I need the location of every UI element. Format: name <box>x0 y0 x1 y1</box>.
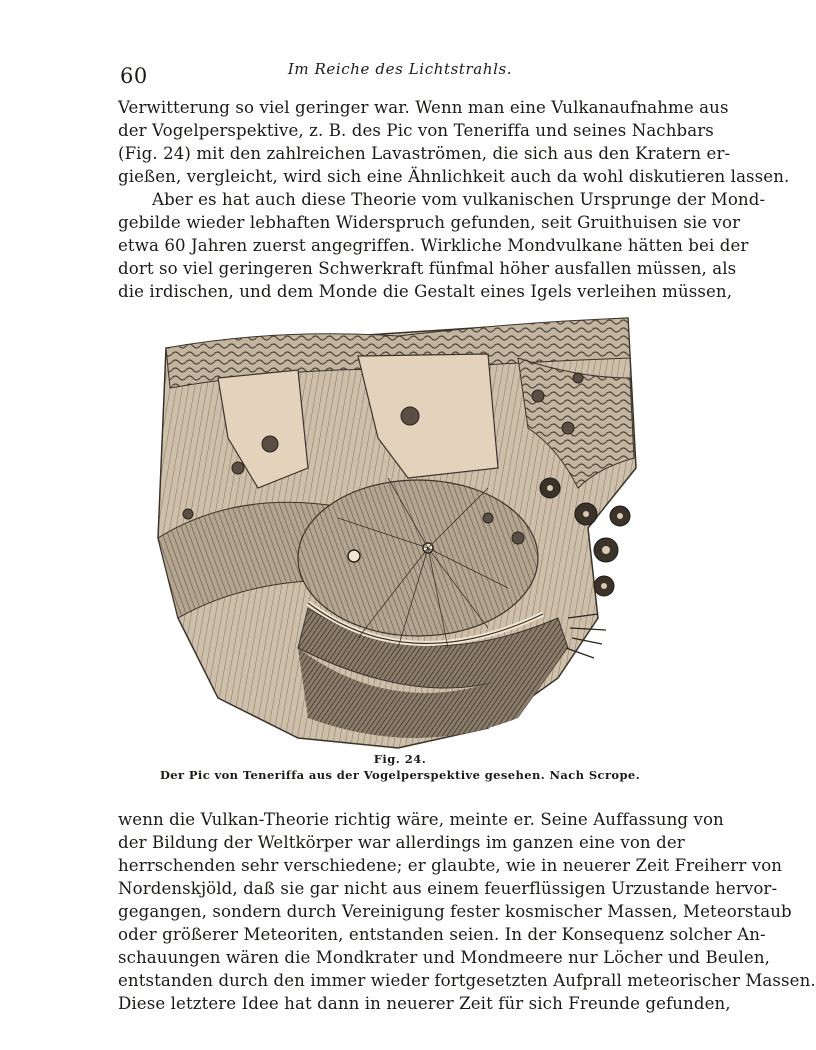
page-number: 60 <box>120 64 148 88</box>
text-line: entstanden durch den immer wieder fortgesetzten Aufprall meteorischer Massen. <box>118 971 816 990</box>
running-title: Im Reiche des Lichtstrahls. <box>287 60 513 78</box>
text-line: dort so viel geringeren Schwerkraft fünfmal höher ausfallen müssen, als <box>118 259 737 278</box>
text-line: etwa 60 Jahren zuerst angegriffen. Wirkliche Mondvulkane hätten bei der <box>118 236 749 255</box>
text-line: Nordenskjöld, daß sie gar nicht aus einem feuerflüssigen Urzustande hervor- <box>118 879 778 898</box>
text-line: gebilde wieder lebhaften Widerspruch gefunden, seit Gruithuisen sie vor <box>118 213 741 232</box>
text-line: gegangen, sondern durch Vereinigung fester kosmischer Massen, Meteorstaub <box>118 902 792 921</box>
text-line: herrschenden sehr verschiedene; er glaubte, wie in neuerer Zeit Freiherr von <box>118 856 783 875</box>
text-line: wenn die Vulkan-Theorie richtig wäre, meinte er. Seine Auffassung von <box>118 810 724 829</box>
figure-caption: Der Pic von Teneriffa aus der Vogelperspektive gesehen. Nach Scrope. <box>159 768 641 782</box>
text-line: Verwitterung so viel geringer war. Wenn man eine Vulkanaufnahme aus <box>118 98 729 117</box>
text-line: gießen, vergleicht, wird sich eine Ähnlichkeit auch da wohl diskutieren lassen. <box>118 167 790 186</box>
volcano-engraving-illustration <box>158 318 638 750</box>
paragraph-bottom <box>118 808 816 1015</box>
text-line: der Vogelperspektive, z. B. des Pic von Teneriffa und seines Nachbars <box>118 121 714 140</box>
text-line: schauungen wären die Mondkrater und Mondmeere nur Löcher und Beulen, <box>118 948 770 967</box>
text-line: die irdischen, und dem Monde die Gestalt eines Igels verleihen müssen, <box>118 282 733 301</box>
figure-engraving <box>158 318 638 750</box>
text-line: der Bildung der Weltkörper war allerdings im ganzen eine von der <box>118 833 685 852</box>
text-line: Aber es hat auch diese Theorie vom vulkanischen Ursprunge der Mond- <box>152 190 766 209</box>
text-line: oder größerer Meteoriten, entstanden seien. In der Konsequenz solcher An- <box>118 925 766 944</box>
text-line: (Fig. 24) mit den zahlreichen Lavaströmen, die sich aus den Kratern er- <box>118 144 731 163</box>
paragraph-top <box>118 96 790 303</box>
text-line: Diese letztere Idee hat dann in neuerer Zeit für sich Freunde gefunden, <box>118 994 731 1013</box>
figure-label: Fig. 24. <box>373 752 427 766</box>
